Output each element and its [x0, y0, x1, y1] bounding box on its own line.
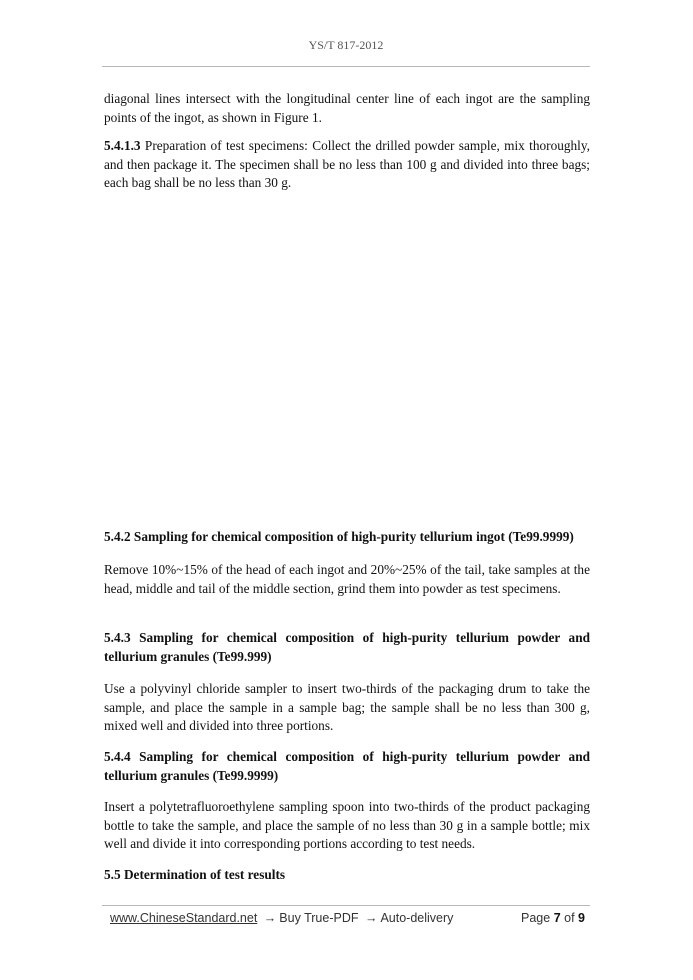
header-divider — [102, 66, 590, 67]
page-label: Page — [521, 911, 551, 925]
section-text-5-4-1-3: Preparation of test specimens: Collect the drilled powder sample, mix thoroughly, and then package it. The specimen shall be no less than 100 g and divided into three bags; each bag shall be no less than 30 g. — [104, 138, 590, 190]
heading-5-5: 5.5 Determination of test results — [104, 867, 286, 882]
footer-divider — [102, 905, 590, 906]
heading-5-4-4: 5.4.4 Sampling for chemical composition of high-purity tellurium powder and tellurium granules (Te99.9999) — [104, 749, 590, 783]
site-link[interactable]: www.ChineseStandard.net — [110, 911, 258, 925]
total-page-number: 9 — [578, 911, 585, 925]
page-indicator — [521, 911, 585, 925]
paragraph-sampling-points: diagonal lines intersect with the longitudinal center line of each ingot are the sampling points of the ingot, as shown in Figure 1. — [104, 91, 590, 125]
arrow-right-icon: → — [364, 911, 378, 925]
paragraph-5-4-1-3 — [104, 137, 590, 193]
heading-5-4-3: 5.4.3 Sampling for chemical composition of high-purity tellurium powder and tellurium granules (Te99.999) — [104, 630, 590, 664]
paragraph-5-4-3: Use a polyvinyl chloride sampler to insert two-thirds of the packaging drum to take the sample, and place the sample in a sample bag; the sample shall be no less than 300 g, mixed well and divided into three portions. — [104, 681, 590, 733]
auto-delivery-text: Auto-delivery — [380, 911, 454, 925]
buy-true-pdf-link[interactable]: Buy True-PDF — [279, 911, 359, 925]
section-number-5-4-1-3: 5.4.1.3 — [104, 138, 141, 153]
page-header-doc-id: YS/T 817-2012 — [308, 38, 384, 52]
arrow-right-icon: → — [263, 911, 277, 925]
paragraph-5-4-4: Insert a polytetrafluoroethylene sampling spoon into two-thirds of the product packaging bottle to take the sample, and place the sample of no less than 30 g in a sample bottle; mix well and divide it into corresponding portions according to test needs. — [104, 799, 590, 851]
current-page-number: 7 — [553, 911, 561, 925]
page-footer — [110, 911, 585, 925]
paragraph-5-4-2: Remove 10%~15% of the head of each ingot and 20%~25% of the tail, take samples at the head, middle and tail of the middle section, grind them into powder as test specimens. — [104, 562, 590, 596]
of-label: of — [564, 911, 575, 925]
heading-5-4-2: 5.4.2 Sampling for chemical composition of high-purity tellurium ingot (Te99.9999) — [104, 529, 574, 544]
